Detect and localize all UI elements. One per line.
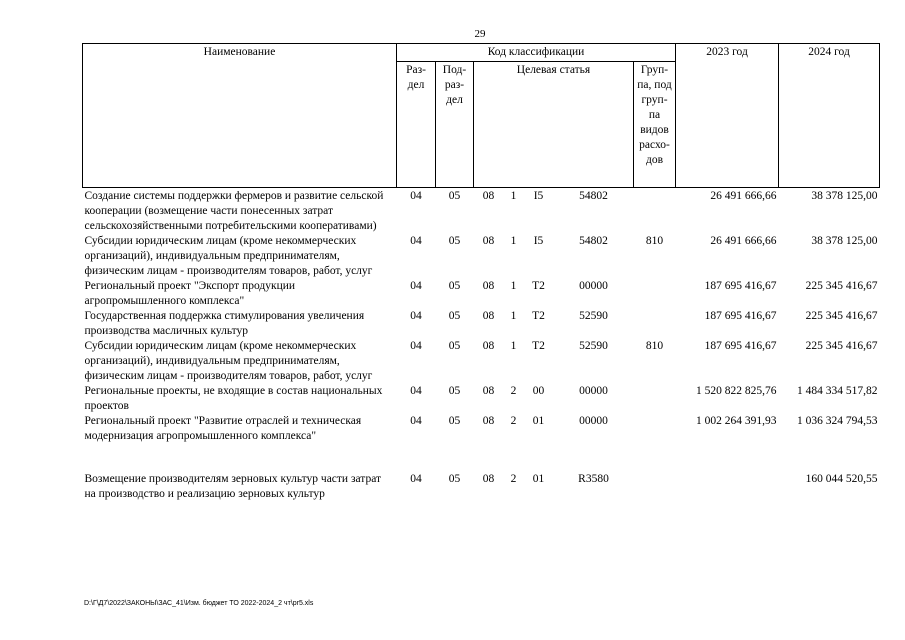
row-cs-project: 00	[532, 385, 545, 397]
row-amount-2023	[676, 444, 779, 502]
row-cs-subprogram: 1	[510, 280, 517, 292]
file-path-footer: D:\Г\Д7\2022\ЗАКОНЫ\ЗАС_41\Изм. бюджет ТО 2022-2024_2 чт\pr5.xls	[84, 600, 314, 607]
row-name: Субсидии юридическим лицам (кроме некоммерческих организаций), индивидуальным предпринимателям, физическим лицам - производителям товаров, работ, услуг	[84, 340, 373, 382]
row-amount-2024: 225 345 416,67	[805, 280, 878, 292]
header-group-line: груп-	[641, 94, 668, 106]
table-header	[83, 44, 880, 188]
row-cs-program: 08	[482, 473, 495, 485]
row-cs-program: 08	[482, 190, 495, 202]
header-code: Код классификации	[397, 44, 676, 62]
row-podrazdel: 05	[448, 385, 461, 397]
table-row	[83, 188, 880, 235]
header-group-line: па	[648, 109, 661, 121]
row-group	[634, 309, 676, 339]
row-razdel: 04	[410, 235, 422, 247]
row-name: Субсидии юридическим лицам (кроме некоммерческих организаций), индивидуальным предпринимателям, физическим лицам - производителям товаров, работ, услуг	[84, 235, 373, 277]
row-podrazdel: 05	[448, 190, 461, 202]
row-cs-project: 01	[532, 415, 545, 427]
header-expense-group	[634, 62, 676, 188]
row-razdel: 04	[410, 415, 422, 427]
row-cs-direction: 52590	[579, 310, 608, 322]
row-name: Возмещение производителям зерновых культур части затрат на производство и реализацию зерновых культур	[84, 473, 382, 500]
row-cs-program: 08	[482, 310, 495, 322]
header-podrazdel-line: раз-	[444, 79, 465, 91]
row-group	[634, 384, 676, 414]
row-cs-subprogram: 1	[510, 310, 517, 322]
row-razdel: 04	[410, 385, 422, 397]
row-amount-2023: 26 491 666,66	[710, 235, 777, 247]
header-group-line: па, под	[637, 79, 672, 91]
row-name: Региональный проект "Развитие отраслей и техническая модернизация агропромышленного комплекса"	[84, 415, 362, 442]
row-cs-subprogram: 2	[510, 385, 517, 397]
table-row	[83, 414, 880, 444]
row-name: Региональные проекты, не входящие в состав национальных проектов	[84, 385, 383, 412]
row-amount-2024: 225 345 416,67	[805, 340, 878, 352]
header-group-line: видов	[640, 124, 669, 136]
row-cs-direction: 00000	[579, 415, 608, 427]
row-group	[634, 444, 676, 502]
row-name: Создание системы поддержки фермеров и развитие сельской кооперации (возмещение части понесенных затрат сельскохозяйственными потребительскими кооперативами)	[84, 190, 384, 232]
row-cs-direction: 52590	[579, 340, 608, 352]
row-cs-program: 08	[482, 280, 495, 292]
row-cs-direction: R3580	[578, 473, 609, 485]
row-razdel: 04	[410, 340, 422, 352]
row-cs-direction: 00000	[579, 385, 608, 397]
row-name: Государственная поддержка стимулирования увеличения производства масличных культур	[84, 310, 365, 337]
row-amount-2024: 1 036 324 794,53	[797, 415, 878, 427]
row-amount-2023: 187 695 416,67	[704, 310, 777, 322]
row-amount-2024: 160 044 520,55	[805, 473, 878, 485]
table-row	[83, 384, 880, 414]
row-group	[634, 414, 676, 444]
row-cs-project: T2	[532, 280, 545, 292]
row-razdel: 04	[410, 473, 422, 485]
row-cs-subprogram: 2	[510, 473, 517, 485]
row-cs-project: I5	[533, 235, 544, 247]
row-cs-direction: 00000	[579, 280, 608, 292]
row-cs-project: T2	[532, 310, 545, 322]
header-group-line: дов	[645, 154, 664, 166]
row-cs-subprogram: 2	[510, 415, 517, 427]
header-razdel-line: дел	[407, 79, 425, 91]
row-group	[634, 279, 676, 309]
header-podrazdel-line: дел	[446, 94, 463, 106]
row-group	[634, 188, 676, 235]
header-podrazdel-line: Под-	[442, 64, 467, 76]
row-amount-2023: 187 695 416,67	[704, 340, 777, 352]
row-amount-2023: 1 002 264 391,93	[696, 415, 777, 427]
row-cs-subprogram: 1	[510, 190, 517, 202]
row-cs-subprogram: 1	[510, 340, 517, 352]
row-cs-program: 08	[482, 235, 495, 247]
row-cs-program: 08	[482, 415, 495, 427]
row-amount-2024: 38 378 125,00	[811, 235, 878, 247]
header-name: Наименование	[83, 44, 397, 188]
header-razdel	[397, 62, 436, 188]
row-group: 810	[645, 340, 664, 352]
header-podrazdel	[436, 62, 474, 188]
page-number: 29	[474, 28, 486, 40]
header-year-2023: 2023 год	[676, 44, 779, 188]
header-razdel-line: Раз-	[406, 64, 426, 76]
header-year-2024: 2024 год	[779, 44, 880, 188]
budget-table	[82, 43, 880, 502]
row-cs-program: 08	[482, 340, 495, 352]
table-row	[83, 279, 880, 309]
row-podrazdel: 05	[448, 235, 461, 247]
row-podrazdel: 05	[448, 473, 461, 485]
row-podrazdel: 05	[448, 310, 461, 322]
row-razdel: 04	[410, 280, 422, 292]
row-cs-project: T2	[532, 340, 545, 352]
header-target-article: Целевая статья	[474, 62, 634, 188]
row-amount-2024: 225 345 416,67	[805, 310, 878, 322]
row-razdel: 04	[410, 190, 422, 202]
row-cs-project: 01	[532, 473, 545, 485]
row-podrazdel: 05	[448, 340, 461, 352]
row-razdel: 04	[410, 310, 422, 322]
row-cs-subprogram: 1	[510, 235, 517, 247]
table-row	[83, 339, 880, 384]
table-row	[83, 444, 880, 502]
table-row	[83, 234, 880, 279]
row-group: 810	[645, 235, 664, 247]
row-amount-2023: 26 491 666,66	[710, 190, 777, 202]
row-podrazdel: 05	[448, 415, 461, 427]
row-name: Региональный проект "Экспорт продукции агропромышленного комплекса"	[84, 280, 296, 307]
table-row	[83, 309, 880, 339]
row-cs-program: 08	[482, 385, 495, 397]
header-group-line: Груп-	[640, 64, 669, 76]
row-amount-2023: 187 695 416,67	[704, 280, 777, 292]
row-amount-2024: 1 484 334 517,82	[797, 385, 878, 397]
row-cs-direction: 54802	[579, 235, 608, 247]
row-amount-2024: 38 378 125,00	[811, 190, 878, 202]
header-group-line: расхо-	[639, 139, 670, 151]
row-cs-direction: 54802	[579, 190, 608, 202]
row-podrazdel: 05	[448, 280, 461, 292]
row-amount-2023: 1 520 822 825,76	[696, 385, 777, 397]
row-cs-project: I5	[533, 190, 544, 202]
